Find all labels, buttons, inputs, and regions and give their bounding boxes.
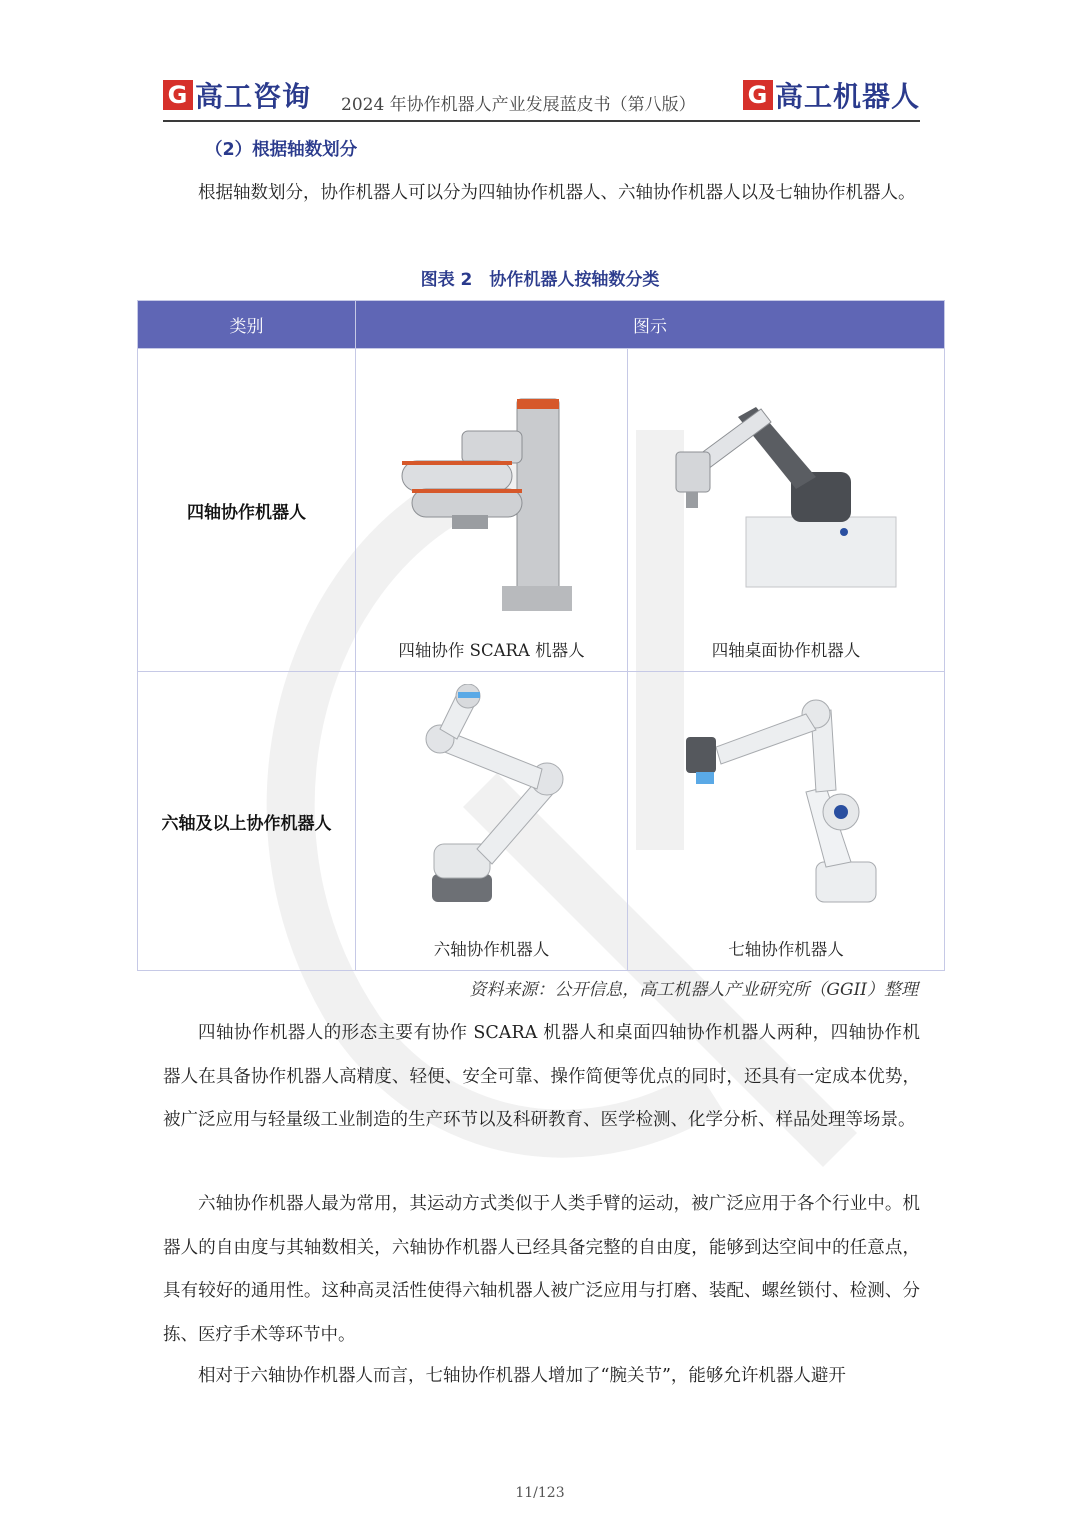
logo-text: 高工机器人 bbox=[774, 80, 920, 113]
body-paragraph: 相对于六轴协作机器人而言，七轴协作机器人增加了“腕关节”，能够允许机器人避开 bbox=[198, 1366, 846, 1386]
table-row bbox=[138, 672, 945, 971]
logo-text: 高工咨询 bbox=[195, 80, 312, 113]
logo-mark-icon: G bbox=[163, 80, 193, 110]
logo-mark-icon: G bbox=[743, 80, 773, 110]
category-six-axis-plus: 六轴及以上协作机器人 bbox=[138, 672, 356, 971]
image-label: 四轴协作 SCARA 机器人 bbox=[398, 641, 585, 660]
section-heading: （2）根据轴数划分 bbox=[205, 140, 358, 160]
category-four-axis: 四轴协作机器人 bbox=[138, 349, 356, 672]
image-label: 六轴协作机器人 bbox=[433, 940, 550, 959]
image-cell bbox=[356, 672, 628, 971]
seven-axis-robot-image bbox=[676, 692, 896, 912]
desktop-robot-image bbox=[666, 397, 906, 597]
column-header-category: 类别 bbox=[138, 301, 356, 349]
image-label: 七轴协作机器人 bbox=[728, 940, 844, 959]
gg-consulting-logo bbox=[163, 78, 311, 112]
scara-robot-image bbox=[392, 391, 592, 621]
figure-caption: 图表 2 协作机器人按轴数分类 bbox=[420, 270, 660, 290]
header-divider bbox=[163, 120, 920, 122]
page-number: 11/123 bbox=[515, 1485, 565, 1501]
classification-table bbox=[137, 300, 945, 971]
table-row bbox=[138, 349, 945, 672]
intro-paragraph: 根据轴数划分，协作机器人可以分为四轴协作机器人、六轴协作机器人以及七轴协作机器人。 bbox=[198, 183, 916, 203]
six-axis-robot-image bbox=[402, 684, 582, 914]
image-cell bbox=[356, 349, 628, 672]
gg-robot-logo bbox=[743, 78, 920, 112]
image-cell bbox=[628, 349, 945, 672]
image-cell bbox=[628, 672, 945, 971]
figure-source: 资料来源：公开信息，高工机器人产业研究所（GGII）整理 bbox=[469, 980, 918, 1000]
body-paragraph: 四轴协作机器人的形态主要有协作 SCARA 机器人和桌面四轴协作机器人两种，四轴协作机器人在具备协作机器人高精度、轻便、安全可靠、操作简便等优点的同时，还具有一定成本优势，被广泛应用与轻量级工业制造的生产环节以及科研教育、医学检测、化学分析、样品处理等场景。 bbox=[163, 1023, 920, 1130]
page-header bbox=[163, 76, 920, 122]
body-paragraph: 六轴协作机器人最为常用，其运动方式类似于人类手臂的运动，被广泛应用于各个行业中。机器人的自由度与其轴数相关，六轴协作机器人已经具备完整的自由度，能够到达空间中的任意点，具有较好的通用性。这种高灵活性使得六轴机器人被广泛应用与打磨、装配、螺丝锁付、检测、分拣、医疗手术等环节中。 bbox=[163, 1194, 920, 1345]
image-label: 四轴桌面协作机器人 bbox=[711, 641, 861, 660]
document-title: 2024 年协作机器人产业发展蓝皮书（第八版） bbox=[341, 95, 696, 115]
column-header-illustration: 图示 bbox=[356, 301, 945, 349]
